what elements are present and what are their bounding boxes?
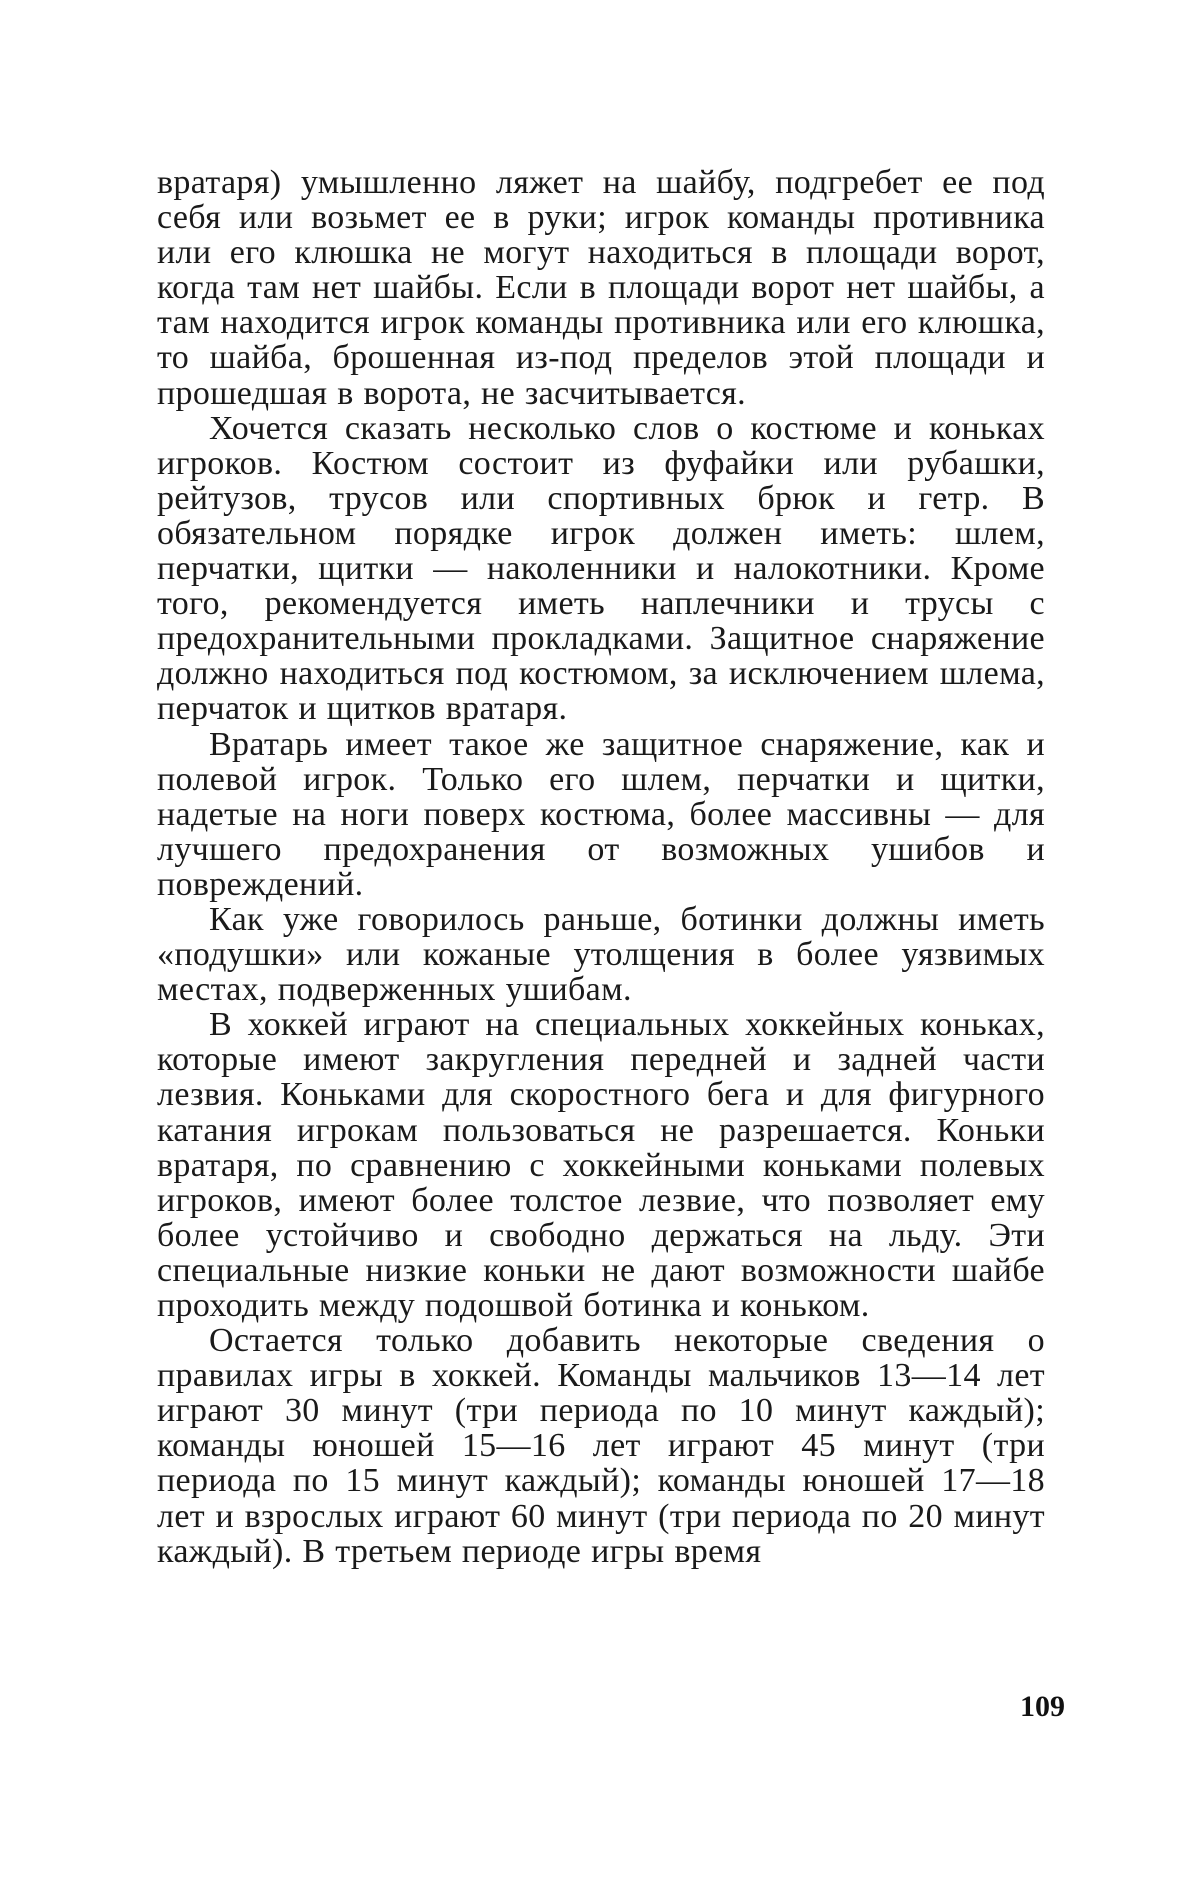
paragraph-4: Как уже говорилось раньше, ботинки должны иметь «подушки» или кожаные утолщения в более уязвимых местах, подверженных ушибам. [157, 900, 1045, 1009]
paragraph-2: Хочется сказать несколько слов о костюме и коньках игроков. Костюм состоит из фуфайки или рубашки, рейтузов, трусов или спортивных брюк и гетр. В обязательном порядке игрок должен иметь: шлем, перчатки, щитки — наколенники и налокотники. Кроме того, рекомендуется иметь наплечники и трусы с предохранительными прокладками. Защитное снаряжение должно находиться под костюмом, за исключением шлема, перчаток и щитков вратаря. [157, 409, 1045, 728]
paragraph-6: Остается только добавить некоторые сведения о правилах игры в хоккей. Команды мальчиков 13—14 лет играют 30 минут (три периода по 10 минут каждый); команды юношей 15—16 лет играют 45 минут (три периода по 15 минут каждый); команды юношей 17—18 лет и взрослых играют 60 минут (три периода по 20 минут каждый). В третьем периоде игры время [157, 1322, 1045, 1570]
paragraph-5: В хоккей играют на специальных хоккейных коньках, которые имеют закругления передней и задней части лезвия. Коньками для скоростного бега и для фигурного катания игрокам пользоваться не разрешается. Коньки вратаря, по сравнению с хоккейными коньками полевых игроков, имеют более толстое лезвие, что позволяет ему более устойчиво и свободно держаться на льду. Эти специальные низкие коньки не дают возможности шайбе проходить между подошвой ботинка и коньком. [157, 1006, 1045, 1324]
paragraph-3: Вратарь имеет такое же защитное снаряжение, как и полевой игрок. Только его шлем, перчатки и щитки, надетые на ноги поверх костюма, более массивны — для лучшего предохранения от возможных ушибов и повреждений. [157, 725, 1045, 903]
page-number: 109 [1020, 1690, 1065, 1723]
paragraph-1: вратаря) умышленно ляжет на шайбу, подгребет ее под себя или возьмет ее в руки; игрок команды противника или его клюшка не могут находиться в площади ворот, когда там нет шайбы. Если в площади ворот нет шайбы, а там находится игрок команды противника или его клюшка, то шайба, брошенная из-под пределов этой площади и прошедшая в ворота, не засчитывается. [157, 164, 1045, 412]
page-body-text [157, 165, 1045, 1569]
